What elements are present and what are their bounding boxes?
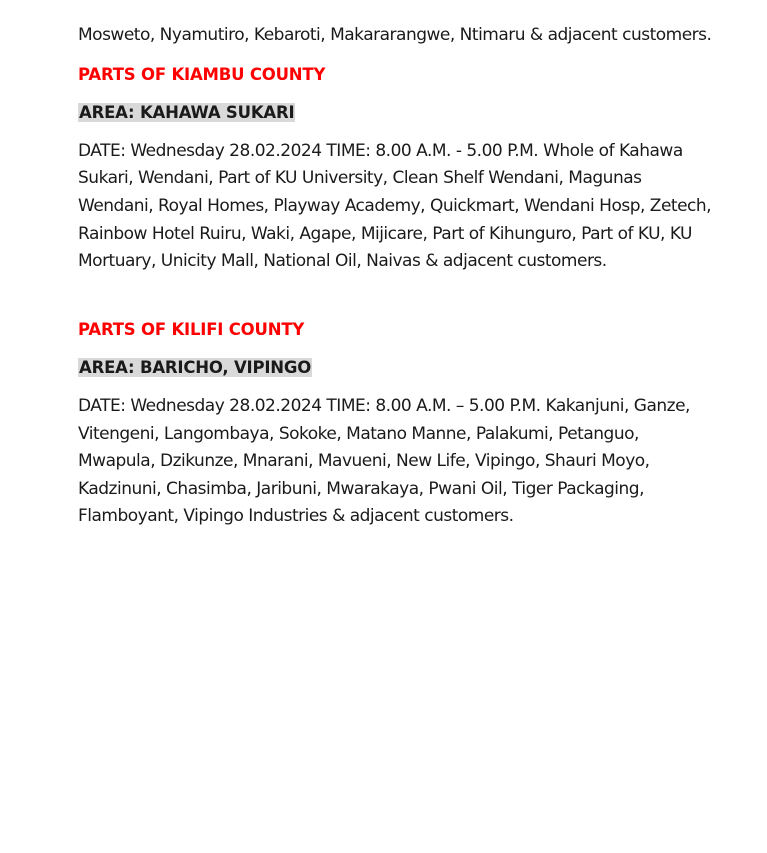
county-heading-kiambu: PARTS OF KIAMBU COUNTY xyxy=(78,64,326,84)
document-page xyxy=(78,22,718,542)
blank-line xyxy=(78,287,718,316)
outage-details-kiambu: DATE: Wednesday 28.02.2024 TIME: 8.00 A.M. - 5.00 P.M. Whole of Kahawa Sukari, Wendani, Part of KU University, Clean Shelf Wendani, Magunas Wendani, Royal Homes, Playway Academy, Quickmart, Wendani Hosp, Zetech, Rainbow Hotel Ruiru, Waki, Agape, Mijicare, Part of Kihunguro, Part of KU, KU Mortuary, Unicity Mall, National Oil, Naivas & adjacent customers. xyxy=(78,140,712,272)
outage-details-kilifi: DATE: Wednesday 28.02.2024 TIME: 8.00 A.M. – 5.00 P.M. Kakanjuni, Ganze, Vitengeni, Langombaya, Sokoke, Matano Manne, Palakumi, Petanguo, Mwapula, Dzikunze, Mnarani, Mavueni, New Life, Vipingo, Shauri Moyo, Kadzinuni, Chasimba, Jaribuni, Mwarakaya, Pwani Oil, Tiger Packaging, Flamboyant, Vipingo Industries & adjacent customers. xyxy=(78,395,690,527)
area-label: AREA: BARICHO, VIPINGO xyxy=(79,358,312,378)
intro-paragraph: Mosweto, Nyamutiro, Kebaroti, Makararangwe, Ntimaru & adjacent customers. xyxy=(78,25,712,45)
area-heading-baricho-vipingo xyxy=(78,354,718,382)
area-heading-kahawa-sukari xyxy=(78,99,718,127)
county-heading-kilifi: PARTS OF KILIFI COUNTY xyxy=(78,319,305,339)
area-label: AREA: KAHAWA SUKARI xyxy=(79,103,295,123)
